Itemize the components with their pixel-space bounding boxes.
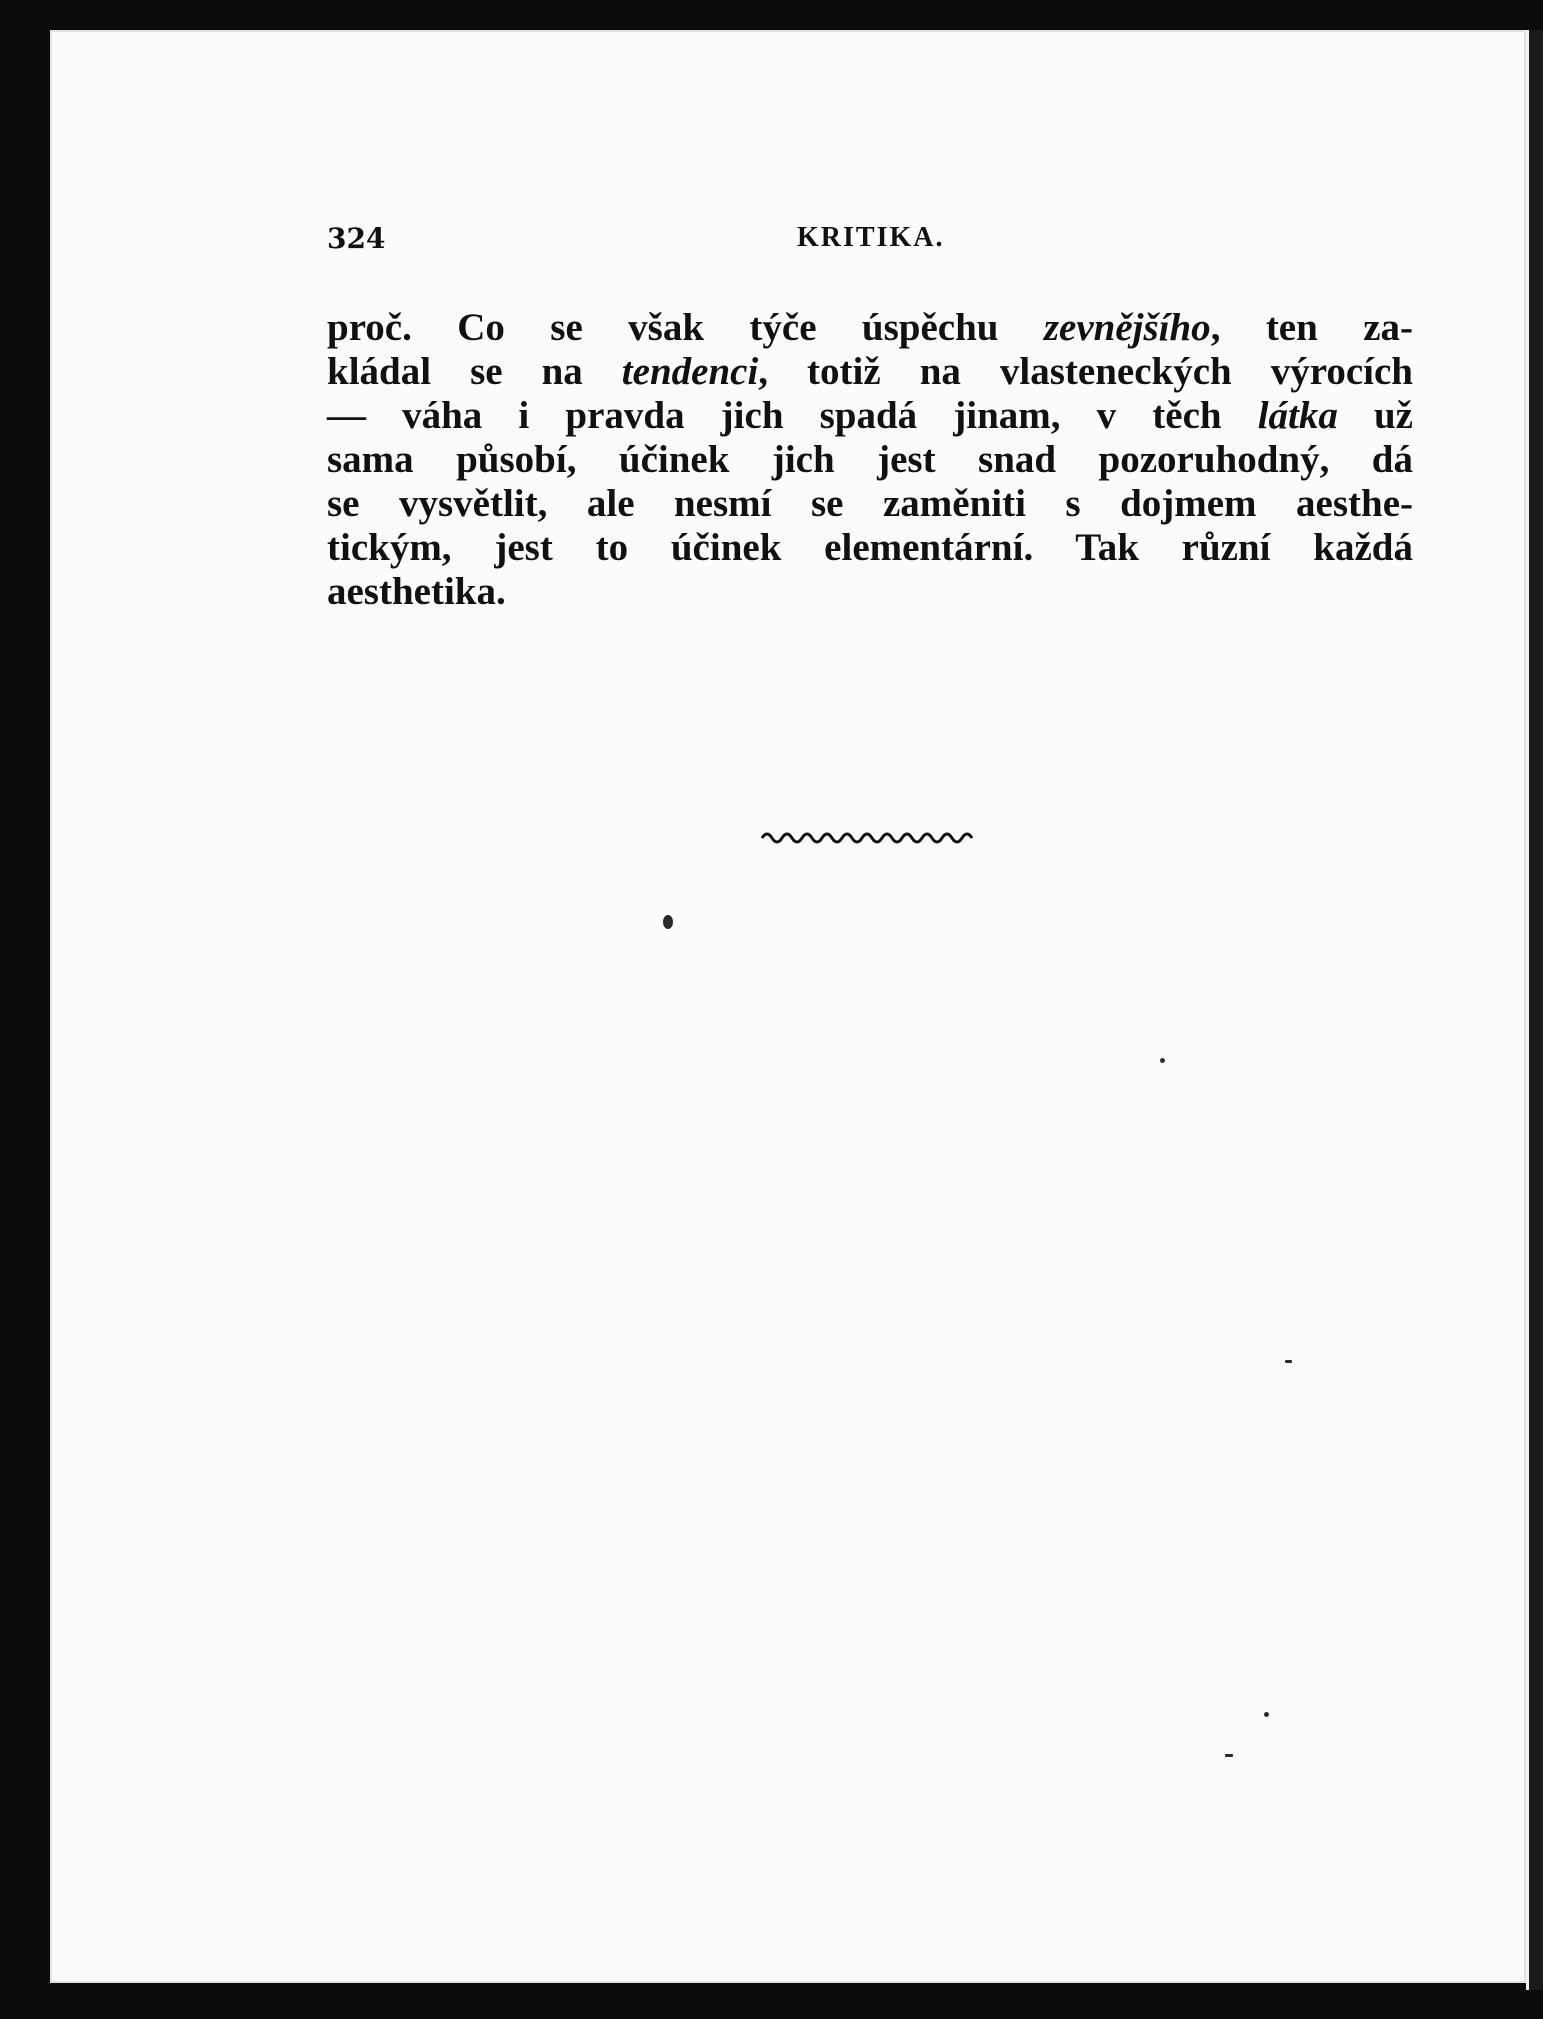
text-line-2: kládal se na tendenci, totiž na vlasteneckých výrocích	[327, 350, 1413, 393]
text-line-4: sama působí, účinek jich jest snad pozoruhodný, dá	[327, 438, 1413, 481]
ink-speck	[1225, 1754, 1233, 1757]
ink-speck	[663, 915, 673, 929]
text-line-7: aesthetika.	[327, 570, 506, 613]
text-line-5: se vysvětlit, ale nesmí se zaměniti s dojmem aesthe-	[327, 482, 1413, 525]
emphasis-latka: látka	[1257, 394, 1338, 437]
page-edge	[1526, 30, 1543, 1990]
text-line-6: tickým, jest to účinek elementární. Tak různí každá	[327, 526, 1413, 569]
text-line-1: proč. Co se však týče úspěchu zevnějšího, ten za-	[327, 306, 1413, 349]
ink-speck	[1160, 1058, 1165, 1063]
ink-speck	[1285, 1360, 1292, 1363]
emphasis-zevnejsiho: zevnějšího	[1043, 306, 1211, 349]
running-title: KRITIKA.	[797, 222, 945, 253]
ink-speck	[1264, 1712, 1269, 1717]
emphasis-tendenci: tendenci	[621, 350, 759, 393]
page-header	[327, 222, 973, 258]
text-line-3: — váha i pravda jich spadá jinam, v těch látka už	[327, 394, 1413, 437]
page-number: 324	[327, 222, 386, 255]
wavy-ornament-icon	[760, 826, 980, 850]
body-paragraph	[327, 306, 1413, 614]
